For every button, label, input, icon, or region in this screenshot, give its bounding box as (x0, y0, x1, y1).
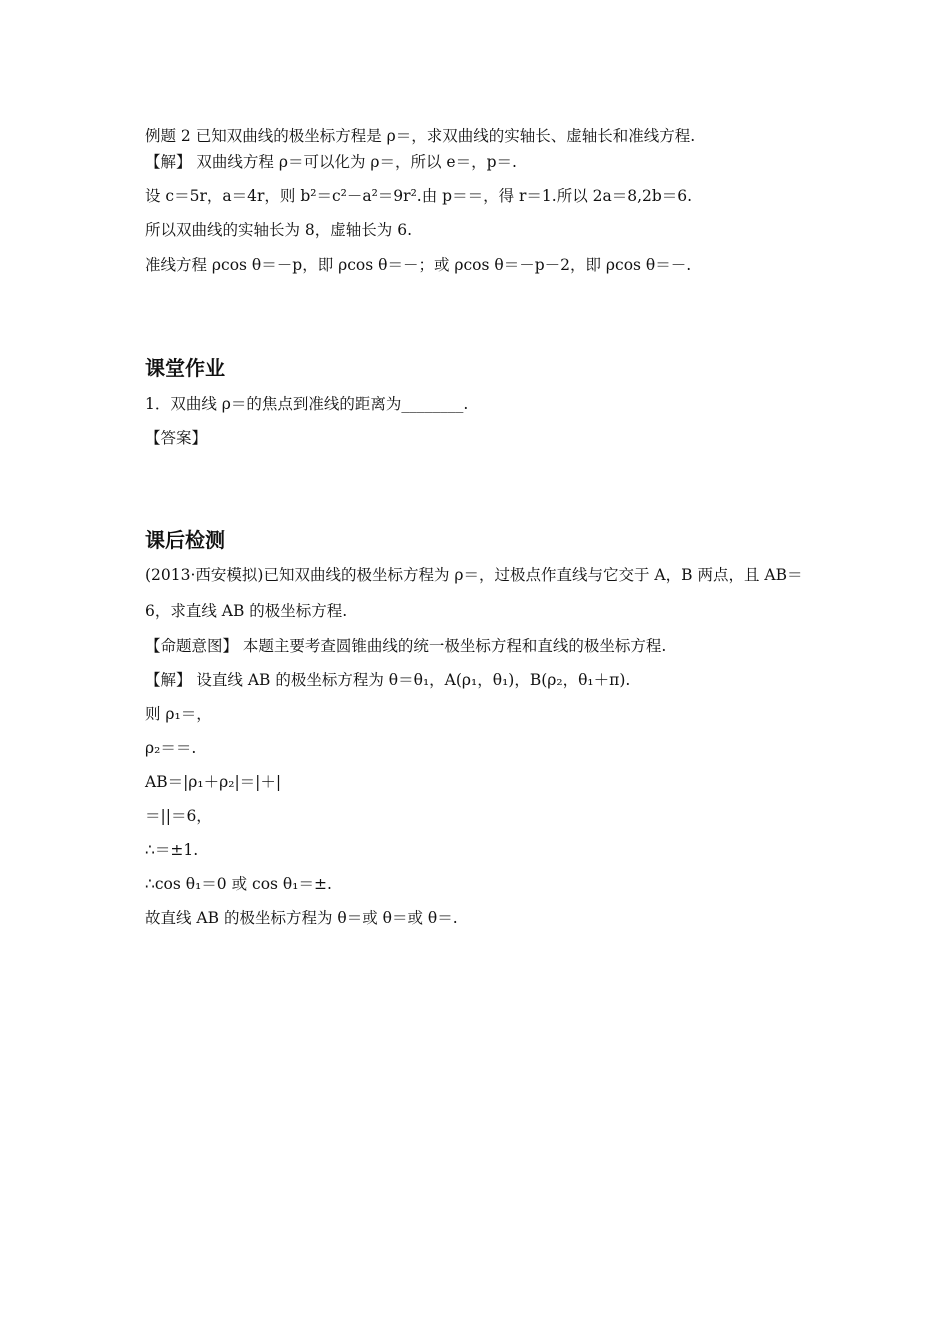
classwork-question: 1．双曲线 ρ＝的焦点到准线的距离为________. (145, 395, 469, 413)
section-title-homework: 课后检测 (145, 528, 225, 552)
example-solution-line: 所以双曲线的实轴长为 8，虚轴长为 6. (145, 221, 413, 239)
example-problem: 例题 2 已知双曲线的极坐标方程是 ρ＝，求双曲线的实轴长、虚轴长和准线方程. (145, 127, 696, 145)
homework-solution-line: 故直线 AB 的极坐标方程为 θ＝或 θ＝或 θ＝. (145, 909, 458, 927)
section-title-classwork: 课堂作业 (145, 356, 225, 380)
homework-intent: 【命题意图】 本题主要考查圆锥曲线的统一极坐标方程和直线的极坐标方程. (145, 637, 667, 655)
homework-solution-line: 则 ρ₁＝， (145, 705, 212, 723)
homework-solution-line: ＝||＝6， (145, 807, 212, 825)
homework-solution-line: ∴cos θ₁＝0 或 cos θ₁＝±. (145, 875, 332, 893)
example-solution-line: 【解】 双曲线方程 ρ＝可以化为 ρ＝，所以 e＝，p＝. (145, 153, 517, 171)
homework-problem: 6，求直线 AB 的极坐标方程. (145, 602, 348, 620)
example-solution-line: 准线方程 ρcos θ＝－p，即 ρcos θ＝－；或 ρcos θ＝－p－2，即 ρcos θ＝－. (145, 256, 692, 274)
example-solution-line: 设 c＝5r，a＝4r，则 b²＝c²－a²＝9r².由 p＝＝，得 r＝1.所以 2a＝8,2b＝6. (145, 187, 693, 205)
homework-solution-line: 【解】 设直线 AB 的极坐标方程为 θ＝θ₁，A(ρ₁，θ₁)，B(ρ₂，θ₁＋π). (145, 671, 631, 689)
homework-solution-line: ρ₂＝＝. (145, 739, 197, 757)
homework-problem: (2013·西安模拟)已知双曲线的极坐标方程为 ρ＝，过极点作直线与它交于 A，B 两点，且 AB＝ (145, 566, 803, 584)
answer-label: 【答案】 (145, 429, 208, 447)
homework-solution-line: AB＝|ρ₁＋ρ₂|＝|＋| (145, 773, 282, 791)
homework-solution-line: ∴＝±1. (145, 841, 199, 859)
